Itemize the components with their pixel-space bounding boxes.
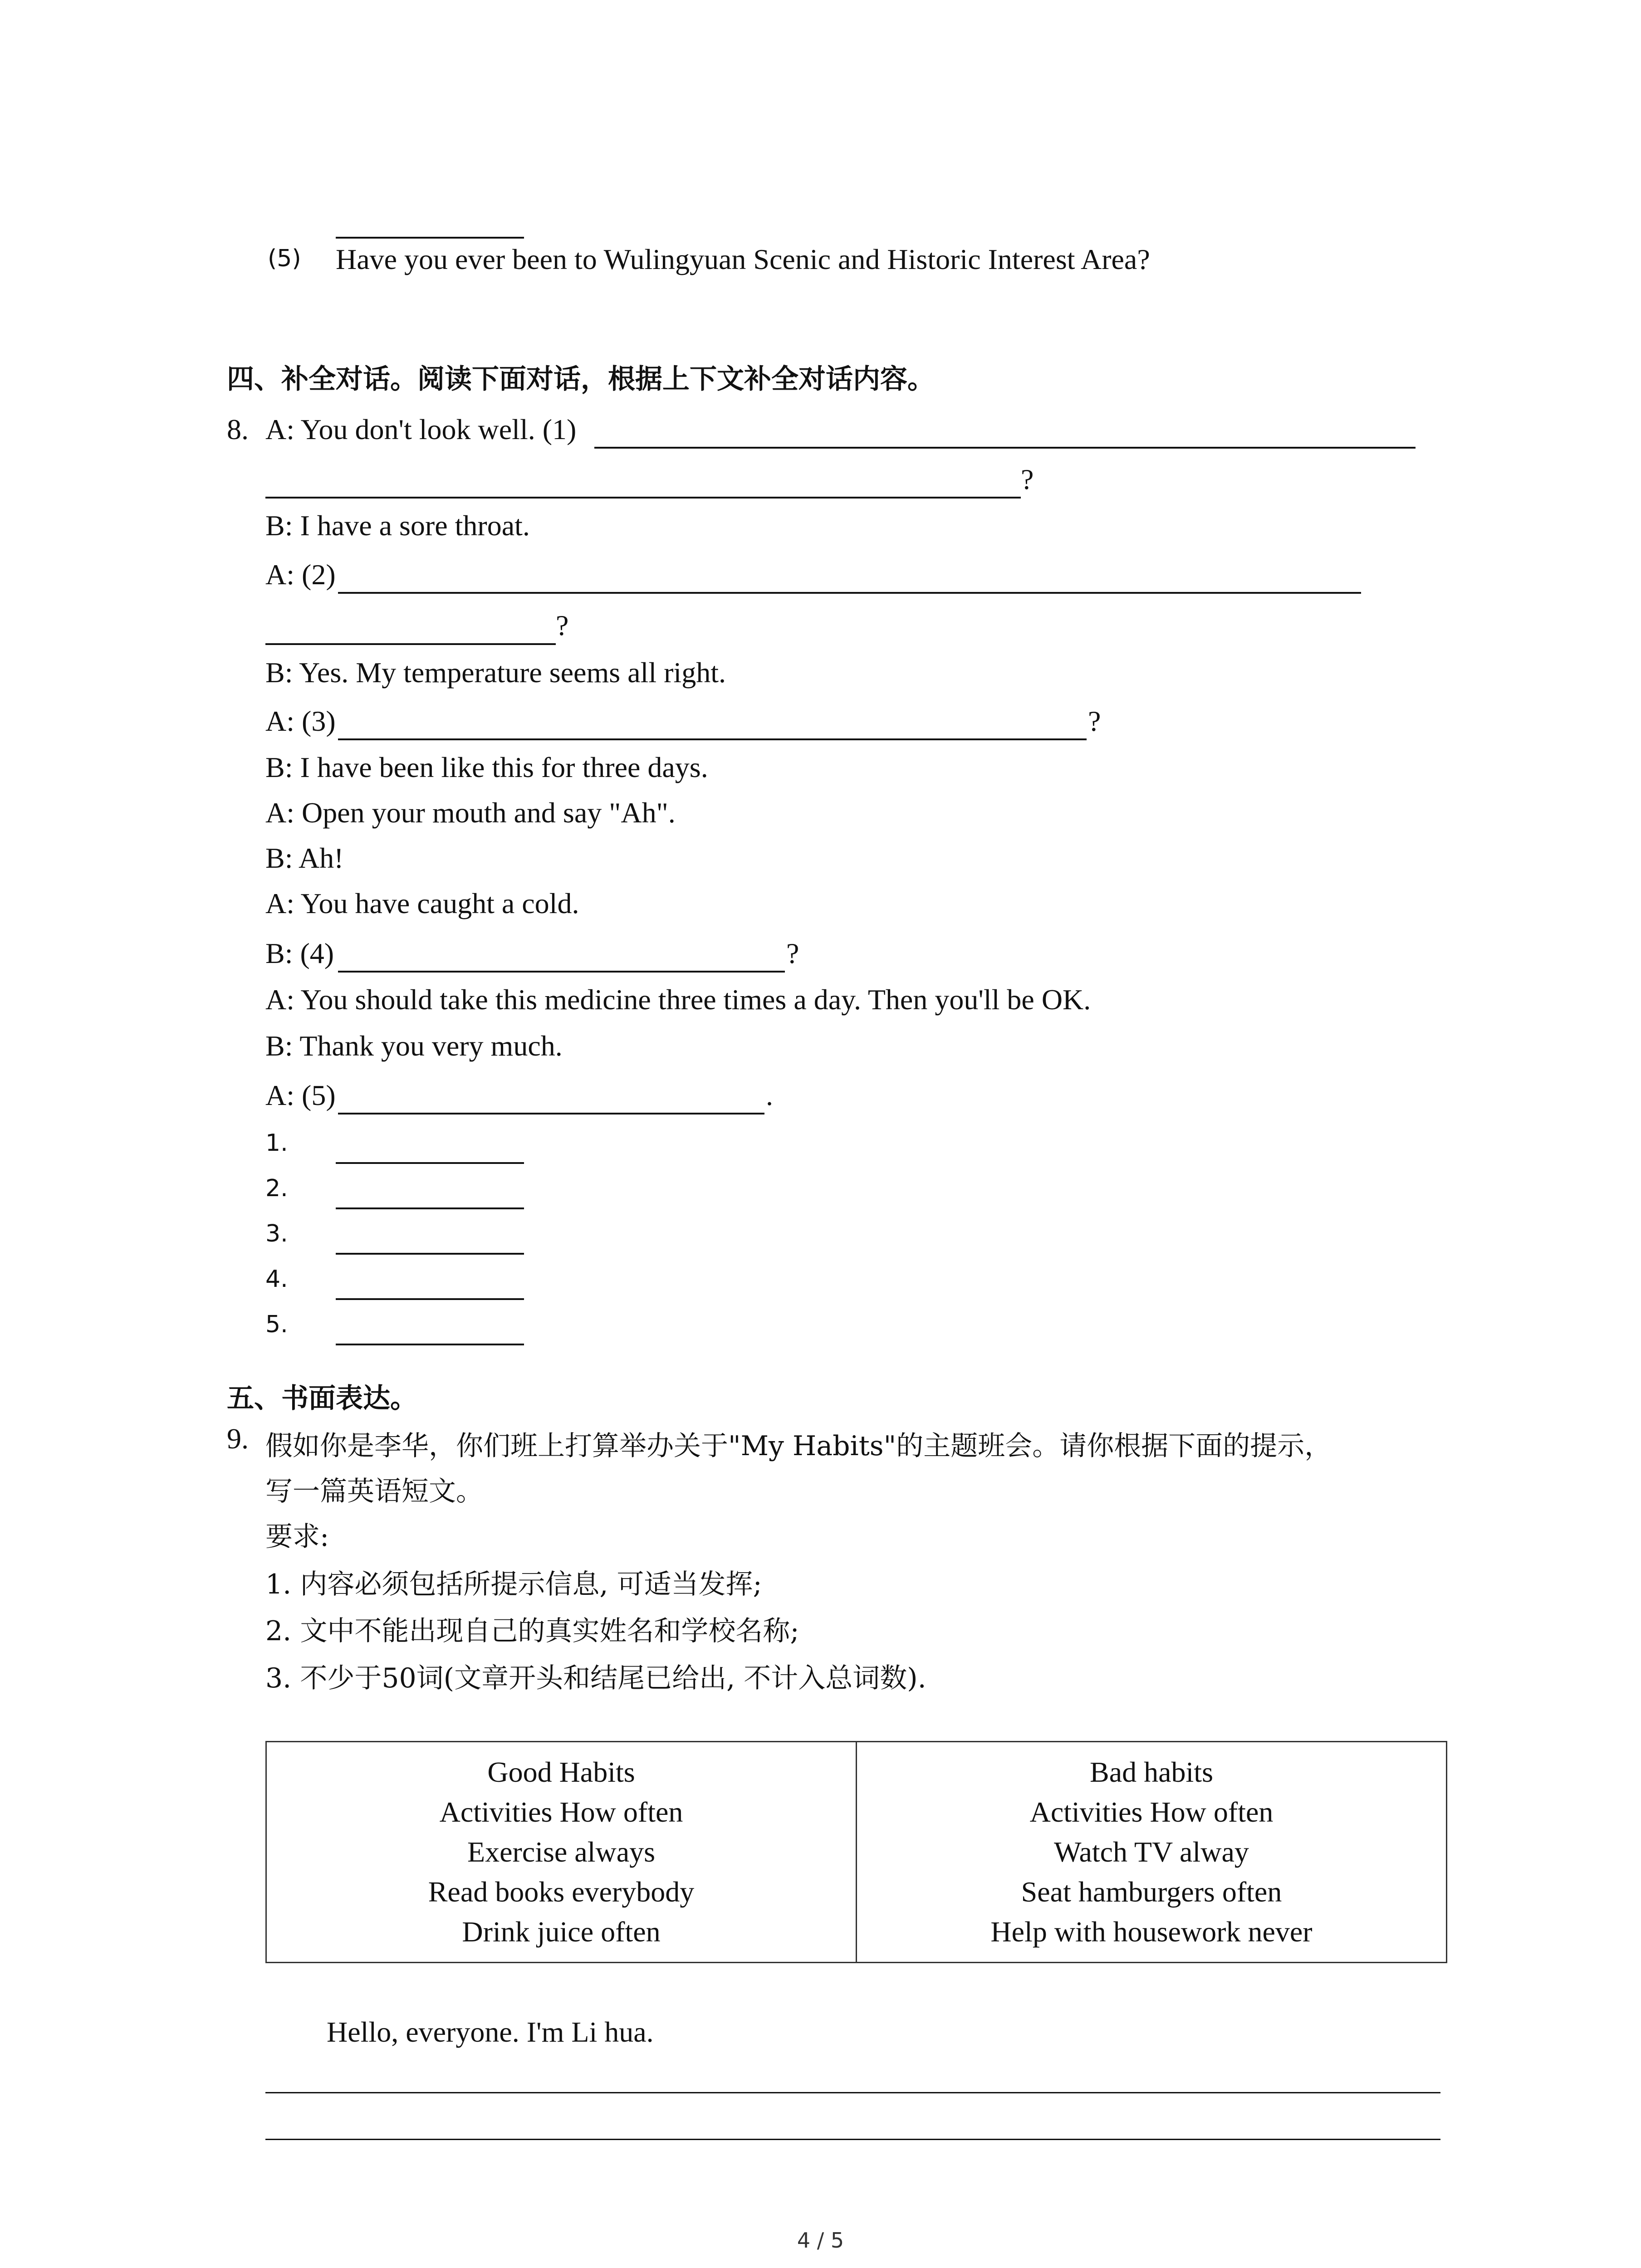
dialogue-blank-1b[interactable]	[265, 497, 1021, 499]
answer-label: 1.	[265, 1129, 288, 1157]
dialogue-blank-1a[interactable]	[594, 447, 1416, 449]
dialogue-blank-4[interactable]	[338, 971, 785, 973]
requirement-item: 1. 内容必须包括所提示信息, 可适当发挥;	[265, 1569, 762, 1600]
requirements-label: 要求:	[265, 1521, 329, 1553]
dialogue-line: A: (3)	[265, 705, 336, 737]
habits-table	[265, 1741, 1447, 1963]
question-number: 9.	[227, 1422, 249, 1455]
section-heading: 四、补全对话。阅读下面对话，根据上下文补全对话内容。	[227, 363, 935, 395]
dialogue-line: A: You don't look well. (1)	[265, 413, 577, 445]
requirement-item: 3. 不少于50词(文章开头和结尾已给出, 不计入总词数).	[265, 1662, 926, 1694]
dialogue-punct: .	[766, 1079, 773, 1111]
table-cell-text: Watch TV alway	[1054, 1836, 1249, 1868]
dialogue-line: A: You should take this medicine three times a day. Then you'll be OK.	[265, 983, 1091, 1016]
dialogue-line: B: Thank you very much.	[265, 1030, 563, 1062]
dialogue-line: A: (5)	[265, 1079, 336, 1111]
table-cell-text: Read books everybody	[428, 1876, 695, 1908]
prompt-line: 假如你是李华，你们班上打算举办关于"My Habits"的主题班会。请你根据下面的提示，	[265, 1430, 1332, 1462]
page-number: 4 / 5	[797, 2228, 844, 2253]
answer-label: 5.	[265, 1311, 288, 1338]
dialogue-blank-2a[interactable]	[338, 592, 1361, 594]
dialogue-line: B: I have been like this for three days.	[265, 751, 708, 783]
dialogue-punct: ?	[556, 609, 569, 641]
dialogue-blank-3[interactable]	[338, 738, 1087, 740]
answer-blank-2[interactable]	[336, 1207, 524, 1209]
prompt-line: 写一篇英语短文。	[265, 1476, 483, 1507]
dialogue-line: A: You have caught a cold.	[265, 887, 579, 919]
dialogue-line: B: I have a sore throat.	[265, 509, 530, 542]
dialogue-blank-2b[interactable]	[265, 643, 556, 645]
dialogue-punct: ?	[1021, 463, 1034, 495]
answer-blank-3[interactable]	[336, 1253, 524, 1255]
answer-label: 4.	[265, 1266, 288, 1293]
answer-blank-4[interactable]	[336, 1298, 524, 1300]
essay-writing-line-2[interactable]	[265, 2139, 1440, 2140]
good-habits-cell	[266, 1742, 857, 1963]
essay-writing-line-1[interactable]	[265, 2092, 1440, 2093]
table-cell-text: Bad habits	[1090, 1756, 1213, 1788]
table-cell-text: Help with housework never	[990, 1916, 1313, 1948]
table-cell-text: Seat hamburgers often	[1021, 1876, 1282, 1908]
requirement-item: 2. 文中不能出现自己的真实姓名和学校名称;	[265, 1615, 799, 1647]
table-cell-text: Good Habits	[487, 1756, 635, 1788]
answer-label: 2.	[265, 1175, 288, 1202]
answer-label: 3.	[265, 1220, 288, 1247]
answer-blank-q7-4[interactable]	[336, 237, 524, 239]
dialogue-line: A: (2)	[265, 558, 336, 591]
question-text: Have you ever been to Wulingyuan Scenic and Historic Interest Area?	[336, 243, 1150, 275]
dialogue-punct: ?	[1088, 705, 1101, 737]
dialogue-punct: ?	[786, 937, 799, 969]
question-number: 8.	[227, 413, 249, 445]
dialogue-line: A: Open your mouth and say "Ah".	[265, 797, 676, 829]
table-cell-text: Activities How often	[1029, 1796, 1274, 1828]
essay-opening: Hello, everyone. I'm Li hua.	[327, 2016, 654, 2048]
section-heading: 五、书面表达。	[227, 1383, 417, 1414]
dialogue-line: B: Ah!	[265, 842, 344, 874]
dialogue-line: B: (4)	[265, 937, 334, 969]
table-cell-text: Activities How often	[439, 1796, 683, 1828]
dialogue-blank-5[interactable]	[338, 1113, 764, 1114]
bad-habits-cell	[857, 1742, 1447, 1963]
table-cell-text: Exercise always	[467, 1836, 656, 1868]
answer-blank-5[interactable]	[336, 1344, 524, 1345]
dialogue-line: B: Yes. My temperature seems all right.	[265, 656, 726, 689]
table-cell-text: Drink juice often	[462, 1916, 661, 1948]
item-label: (5)	[268, 245, 301, 272]
answer-blank-1[interactable]	[336, 1162, 524, 1164]
